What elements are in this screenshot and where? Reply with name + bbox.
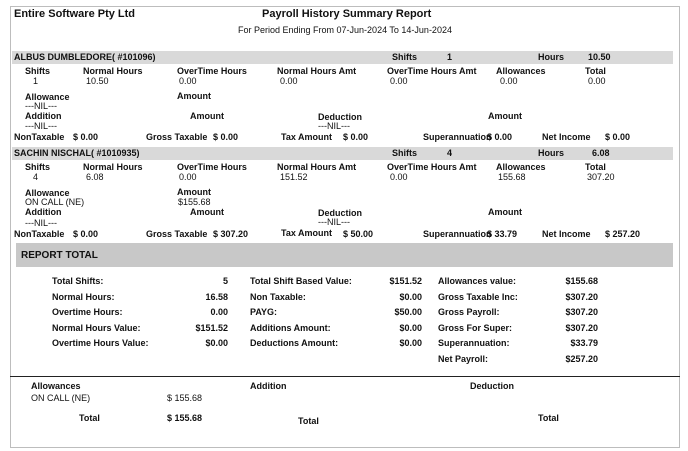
employee-shifts-label: Shifts bbox=[392, 52, 418, 62]
tax-amount-label: Tax Amount bbox=[281, 132, 332, 142]
employee-hours-label: Hours bbox=[538, 148, 565, 158]
nontaxable-value: $ 0.00 bbox=[73, 229, 99, 239]
total-shifts-label: Total Shifts: bbox=[52, 276, 104, 286]
addition-label: Addition bbox=[25, 111, 62, 121]
addition-label: Addition bbox=[25, 207, 62, 217]
col-header-normal-hours-amt: Normal Hours Amt bbox=[277, 66, 357, 76]
normal-hours-value-value: $151.52 bbox=[195, 323, 228, 333]
overtime-hours-label: Overtime Hours: bbox=[52, 307, 123, 317]
overtime-hours-value-value: $0.00 bbox=[205, 338, 228, 348]
col-header-total: Total bbox=[585, 66, 606, 76]
col-header-total: Total bbox=[585, 162, 606, 172]
col-header-normal-hours-amt: Normal Hours Amt bbox=[277, 162, 357, 172]
nontaxable-label: NonTaxable bbox=[14, 132, 65, 142]
deduction-item: ---NIL--- bbox=[318, 121, 350, 131]
allowance-item: ---NIL--- bbox=[25, 101, 57, 111]
val-allowances: 155.68 bbox=[498, 172, 526, 182]
gross-taxable-value: $ 307.20 bbox=[213, 229, 249, 239]
overtime-hours-value: 0.00 bbox=[210, 307, 228, 317]
val-shifts: 4 bbox=[33, 172, 39, 182]
allowance-amount-label: Amount bbox=[177, 187, 211, 197]
gross-taxable-value: $ 0.00 bbox=[213, 132, 239, 142]
col-header-overtime-hours: OverTime Hours bbox=[177, 162, 247, 172]
net-income-value: $ 257.20 bbox=[605, 229, 641, 239]
val-normal-hours: 10.50 bbox=[86, 76, 109, 86]
val-allowances: 0.00 bbox=[500, 76, 518, 86]
report-title: Payroll History Summary Report bbox=[262, 8, 432, 20]
val-normal-hours-amt: 151.52 bbox=[280, 172, 308, 182]
net-payroll-value: $257.20 bbox=[565, 354, 598, 364]
val-overtime-hours: 0.00 bbox=[179, 76, 197, 86]
gross-payroll-value: $307.20 bbox=[565, 307, 598, 317]
allowance-label: Allowance bbox=[25, 188, 70, 198]
summary-allowances-total-amount: $ 155.68 bbox=[167, 413, 203, 423]
allowances-value-value: $155.68 bbox=[565, 276, 598, 286]
net-income-label: Net Income bbox=[542, 132, 591, 142]
col-header-overtime-hours: OverTime Hours bbox=[177, 66, 247, 76]
non-taxable-label: Non Taxable: bbox=[250, 292, 306, 302]
summary-allowance-item: ON CALL (NE) bbox=[31, 393, 91, 403]
tax-amount-value: $ 50.00 bbox=[343, 229, 374, 239]
superannuation-label: Superannuation bbox=[423, 132, 492, 142]
summary-divider bbox=[10, 376, 680, 377]
deduction-item: ---NIL--- bbox=[318, 217, 350, 227]
summary-deduction-total-label: Total bbox=[538, 413, 559, 423]
deduction-label: Deduction bbox=[318, 208, 362, 218]
total-shift-based-value-value: $151.52 bbox=[389, 276, 422, 286]
superannuation-label: Superannuation bbox=[423, 229, 492, 239]
tax-amount-label: Tax Amount bbox=[281, 228, 332, 238]
allowances-value-label: Allowances value: bbox=[438, 276, 517, 286]
superannuation-total-value: $33.79 bbox=[570, 338, 598, 348]
employee-hours-value: 10.50 bbox=[588, 52, 611, 62]
val-overtime-hours-amt: 0.00 bbox=[390, 76, 408, 86]
normal-hours-label: Normal Hours: bbox=[52, 292, 115, 302]
total-shifts-value: 5 bbox=[222, 276, 228, 286]
summary-addition-label: Addition bbox=[250, 381, 287, 391]
net-income-value: $ 0.00 bbox=[605, 132, 631, 142]
employee-shifts-value: 1 bbox=[447, 52, 453, 62]
gross-for-super-value: $307.20 bbox=[565, 323, 598, 333]
overtime-hours-value-label: Overtime Hours Value: bbox=[52, 338, 149, 348]
col-header-normal-hours: Normal Hours bbox=[83, 66, 143, 76]
col-header-overtime-hours-amt: OverTime Hours Amt bbox=[387, 162, 477, 172]
deductions-amount-value: $0.00 bbox=[399, 338, 422, 348]
summary-allowances-total-label: Total bbox=[79, 413, 100, 423]
total-shift-based-value-label: Total Shift Based Value: bbox=[250, 276, 352, 286]
addition-amount-label: Amount bbox=[190, 207, 224, 217]
allowance-amount-label: Amount bbox=[177, 91, 211, 101]
col-header-normal-hours: Normal Hours bbox=[83, 162, 143, 172]
normal-hours-value: 16.58 bbox=[205, 292, 228, 302]
col-header-allowances: Allowances bbox=[496, 66, 546, 76]
normal-hours-value-label: Normal Hours Value: bbox=[52, 323, 141, 333]
net-income-label: Net Income bbox=[542, 229, 591, 239]
val-shifts: 1 bbox=[33, 76, 39, 86]
deduction-label: Deduction bbox=[318, 112, 362, 122]
allowance-label: Allowance bbox=[25, 92, 70, 102]
gross-taxable-inc-value: $307.20 bbox=[565, 292, 598, 302]
employee-shifts-label: Shifts bbox=[392, 148, 418, 158]
employee-name: SACHIN NISCHAL( #1010935) bbox=[14, 148, 140, 158]
addition-item: ---NIL--- bbox=[25, 121, 57, 131]
employee-name: ALBUS DUMBLEDORE( #101096) bbox=[14, 52, 156, 62]
deduction-amount-label: Amount bbox=[488, 207, 522, 217]
val-overtime-hours: 0.00 bbox=[179, 172, 197, 182]
val-normal-hours: 6.08 bbox=[86, 172, 104, 182]
employee-hours-value: 6.08 bbox=[592, 148, 610, 158]
val-total: 0.00 bbox=[588, 76, 606, 86]
gross-taxable-label: Gross Taxable bbox=[146, 229, 208, 239]
employee-hours-label: Hours bbox=[538, 52, 565, 62]
payg-label: PAYG: bbox=[250, 307, 278, 317]
allowance-amount: $155.68 bbox=[178, 197, 211, 207]
gross-payroll-label: Gross Payroll: bbox=[438, 307, 500, 317]
superannuation-value: $ 0.00 bbox=[487, 132, 513, 142]
val-overtime-hours-amt: 0.00 bbox=[390, 172, 408, 182]
val-total: 307.20 bbox=[587, 172, 615, 182]
addition-item: ---NIL--- bbox=[25, 218, 57, 228]
additions-amount-label: Additions Amount: bbox=[250, 323, 331, 333]
superannuation-value: $ 33.79 bbox=[487, 229, 518, 239]
nontaxable-label: NonTaxable bbox=[14, 229, 65, 239]
summary-allowances-label: Allowances bbox=[31, 381, 81, 391]
gross-taxable-label: Gross Taxable bbox=[146, 132, 208, 142]
payg-value: $50.00 bbox=[394, 307, 422, 317]
gross-taxable-inc-label: Gross Taxable Inc: bbox=[438, 292, 518, 302]
col-header-allowances: Allowances bbox=[496, 162, 546, 172]
col-header-overtime-hours-amt: OverTime Hours Amt bbox=[387, 66, 477, 76]
report-total-band bbox=[16, 243, 673, 267]
report-period: For Period Ending From 07-Jun-2024 To 14-Jun-2024 bbox=[238, 25, 452, 35]
col-header-shifts: Shifts bbox=[25, 162, 51, 172]
summary-allowance-amount: $ 155.68 bbox=[167, 393, 203, 403]
company-name: Entire Software Pty Ltd bbox=[14, 8, 136, 20]
deduction-amount-label: Amount bbox=[488, 111, 522, 121]
non-taxable-value: $0.00 bbox=[399, 292, 422, 302]
net-payroll-label: Net Payroll: bbox=[438, 354, 489, 364]
additions-amount-value: $0.00 bbox=[399, 323, 422, 333]
summary-addition-total-label: Total bbox=[298, 416, 319, 426]
employee-shifts-value: 4 bbox=[447, 148, 453, 158]
gross-for-super-label: Gross For Super: bbox=[438, 323, 513, 333]
addition-amount-label: Amount bbox=[190, 111, 224, 121]
nontaxable-value: $ 0.00 bbox=[73, 132, 99, 142]
tax-amount-value: $ 0.00 bbox=[343, 132, 369, 142]
allowance-item: ON CALL (NE) bbox=[25, 197, 85, 207]
summary-deduction-label: Deduction bbox=[470, 381, 514, 391]
report-total-heading: REPORT TOTAL bbox=[21, 250, 98, 261]
val-normal-hours-amt: 0.00 bbox=[280, 76, 298, 86]
deductions-amount-label: Deductions Amount: bbox=[250, 338, 339, 348]
col-header-shifts: Shifts bbox=[25, 66, 51, 76]
superannuation-total-label: Superannuation: bbox=[438, 338, 510, 348]
